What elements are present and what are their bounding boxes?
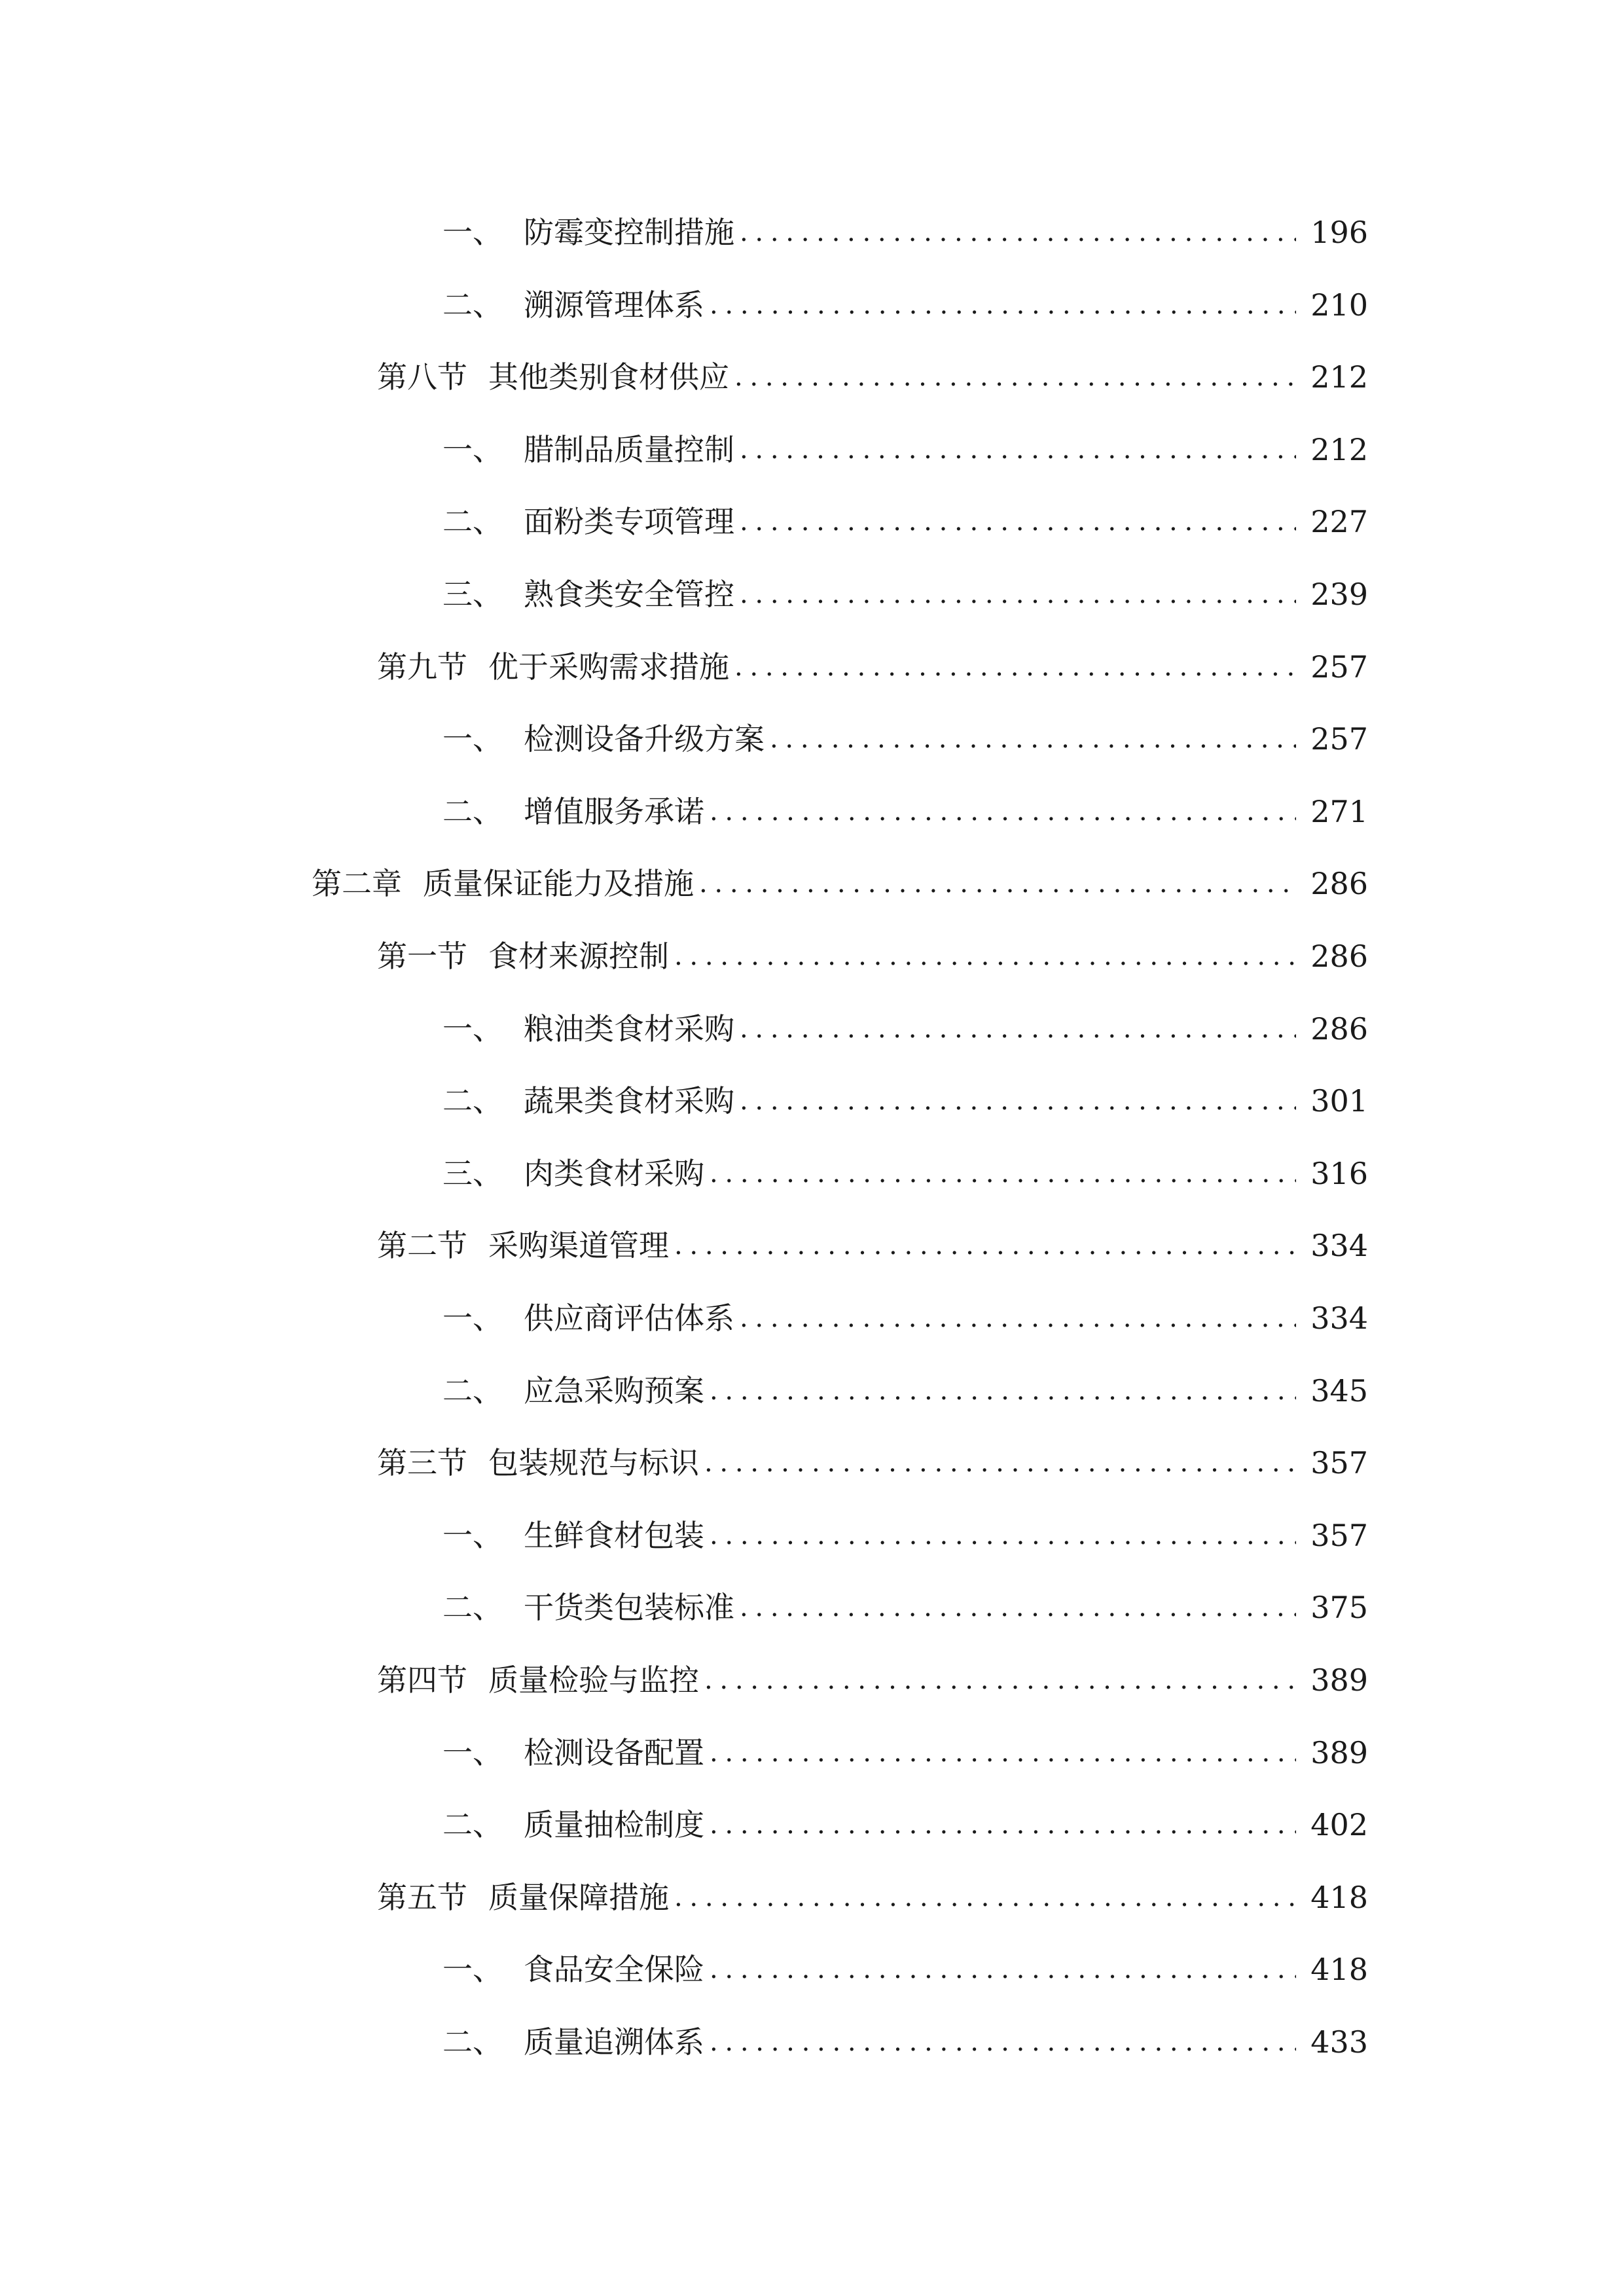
toc-dot-leader xyxy=(710,1717,1296,1789)
toc-entry[interactable] xyxy=(377,1210,1368,1282)
toc-entry-number: 第二章 xyxy=(312,866,402,902)
toc-dot-leader xyxy=(740,486,1296,558)
toc-entry-page-number: 286 xyxy=(1310,866,1368,902)
toc-entry-title: 检测设备配置 xyxy=(524,1734,704,1770)
toc-entry-page-number: 357 xyxy=(1310,1445,1368,1481)
toc-entry-number: 二、 xyxy=(442,1372,503,1408)
toc-entry-title: 熟食类安全管控 xyxy=(524,577,734,612)
toc-entry[interactable] xyxy=(442,1789,1368,1861)
toc-entry-page-number: 227 xyxy=(1310,504,1368,540)
toc-entry-number: 第三节 xyxy=(377,1445,467,1481)
toc-entry-title: 检测设备升级方案 xyxy=(524,721,765,757)
toc-entry-page-number: 357 xyxy=(1310,1517,1368,1553)
toc-entry-page-number: 271 xyxy=(1310,793,1368,829)
toc-entry-title: 质量抽检制度 xyxy=(524,1807,704,1843)
toc-entry-title: 溯源管理体系 xyxy=(524,287,704,323)
toc-dot-leader xyxy=(740,558,1296,630)
toc-entry-page-number: 212 xyxy=(1310,359,1368,395)
toc-entry-number: 一、 xyxy=(442,1011,503,1047)
toc-entry[interactable] xyxy=(442,2006,1368,2078)
toc-entry-title: 包装规范与标识 xyxy=(488,1445,699,1481)
toc-dot-leader xyxy=(710,1933,1296,2005)
toc-entry[interactable] xyxy=(442,414,1368,486)
toc-entry-title: 质量保证能力及措施 xyxy=(423,866,694,902)
toc-dot-leader xyxy=(740,1065,1296,1137)
toc-entry[interactable] xyxy=(442,1499,1368,1571)
toc-entry-title: 其他类别食材供应 xyxy=(488,359,729,395)
toc-entry-title: 质量追溯体系 xyxy=(524,2024,704,2060)
toc-entry[interactable] xyxy=(442,1933,1368,2005)
toc-dot-leader xyxy=(740,1282,1296,1354)
toc-entry-title: 增值服务承诺 xyxy=(524,793,704,829)
toc-entry-number: 三、 xyxy=(442,1155,503,1191)
toc-entry-number: 一、 xyxy=(442,1734,503,1770)
toc-entry-title: 应急采购预案 xyxy=(524,1372,704,1408)
toc-entry-page-number: 334 xyxy=(1310,1228,1368,1264)
toc-entry-title: 食材来源控制 xyxy=(488,939,669,974)
toc-entry-number: 二、 xyxy=(442,793,503,829)
toc-entry-page-number: 286 xyxy=(1310,939,1368,974)
toc-entry-page-number: 196 xyxy=(1310,215,1368,250)
toc-entry-title: 食品安全保险 xyxy=(524,1952,704,1988)
toc-entry[interactable] xyxy=(377,631,1368,703)
toc-entry-page-number: 334 xyxy=(1310,1300,1368,1336)
toc-entry-page-number: 316 xyxy=(1310,1155,1368,1191)
toc-entry[interactable] xyxy=(442,196,1368,268)
toc-entry[interactable] xyxy=(442,1571,1368,1643)
toc-entry-number: 第九节 xyxy=(377,649,467,685)
toc-entry-number: 一、 xyxy=(442,1300,503,1336)
toc-dot-leader xyxy=(674,920,1296,992)
toc-entry-number: 第一节 xyxy=(377,939,467,974)
toc-entry-page-number: 210 xyxy=(1310,287,1368,323)
toc-entry-number: 第二节 xyxy=(377,1228,467,1264)
toc-entry-page-number: 389 xyxy=(1310,1734,1368,1770)
toc-entry-title: 干货类包装标准 xyxy=(524,1590,734,1626)
toc-entry[interactable] xyxy=(377,1427,1368,1499)
toc-entry[interactable] xyxy=(442,1138,1368,1210)
toc-entry-title: 质量检验与监控 xyxy=(488,1662,699,1698)
toc-entry-number: 一、 xyxy=(442,721,503,757)
toc-entry-title: 质量保障措施 xyxy=(488,1879,669,1915)
toc-entry-number: 一、 xyxy=(442,1952,503,1988)
toc-dot-leader xyxy=(710,1355,1296,1427)
toc-entry-number: 二、 xyxy=(442,504,503,540)
toc-entry-number: 二、 xyxy=(442,1083,503,1119)
toc-dot-leader xyxy=(710,1499,1296,1571)
toc-entry[interactable] xyxy=(442,1717,1368,1789)
toc-entry-number: 二、 xyxy=(442,1807,503,1843)
toc-entry[interactable] xyxy=(377,920,1368,992)
toc-entry-number: 二、 xyxy=(442,2024,503,2060)
toc-dot-leader xyxy=(740,993,1296,1065)
toc-entry-number: 第八节 xyxy=(377,359,467,395)
toc-dot-leader xyxy=(710,269,1296,341)
toc-entry[interactable] xyxy=(377,1644,1368,1716)
toc-entry-page-number: 433 xyxy=(1310,2024,1368,2060)
toc-entry-title: 采购渠道管理 xyxy=(488,1228,669,1264)
toc-dot-leader xyxy=(710,1138,1296,1210)
toc-entry-title: 生鲜食材包装 xyxy=(524,1517,704,1553)
toc-entry-page-number: 301 xyxy=(1310,1083,1368,1119)
toc-entry[interactable] xyxy=(442,703,1368,775)
toc-entry[interactable] xyxy=(442,486,1368,558)
toc-dot-leader xyxy=(740,196,1296,268)
toc-entry[interactable] xyxy=(377,1861,1368,1933)
toc-entry-page-number: 212 xyxy=(1310,431,1368,467)
toc-entry-title: 优于采购需求措施 xyxy=(488,649,729,685)
toc-entry-title: 面粉类专项管理 xyxy=(524,504,734,540)
toc-entry-page-number: 239 xyxy=(1310,577,1368,612)
toc-entry-number: 第五节 xyxy=(377,1879,467,1915)
toc-entry-title: 肉类食材采购 xyxy=(524,1155,704,1191)
toc-dot-leader xyxy=(704,1644,1296,1716)
toc-dot-leader xyxy=(704,1427,1296,1499)
toc-dot-leader xyxy=(674,1210,1296,1282)
toc-entry-page-number: 257 xyxy=(1310,649,1368,685)
toc-entry-page-number: 345 xyxy=(1310,1372,1368,1408)
toc-entry-title: 蔬果类食材采购 xyxy=(524,1083,734,1119)
toc-dot-leader xyxy=(740,414,1296,486)
toc-entry-number: 第四节 xyxy=(377,1662,467,1698)
toc-entry-number: 二、 xyxy=(442,1590,503,1626)
toc-entry-title: 粮油类食材采购 xyxy=(524,1011,734,1047)
toc-entry-page-number: 418 xyxy=(1310,1952,1368,1988)
toc-entry-page-number: 257 xyxy=(1310,721,1368,757)
toc-entry[interactable] xyxy=(377,341,1368,413)
toc-dot-leader xyxy=(699,848,1296,920)
toc-entry[interactable] xyxy=(442,1282,1368,1354)
toc-entry-page-number: 375 xyxy=(1310,1590,1368,1626)
toc-entry-number: 二、 xyxy=(442,287,503,323)
toc-entry[interactable] xyxy=(312,848,1368,920)
toc-dot-leader xyxy=(734,341,1296,413)
toc-entry[interactable] xyxy=(442,993,1368,1065)
toc-entry-title: 腊制品质量控制 xyxy=(524,431,734,467)
toc-dot-leader xyxy=(674,1861,1296,1933)
toc-entry-number: 一、 xyxy=(442,1517,503,1553)
toc-dot-leader xyxy=(710,1789,1296,1861)
toc-entry-number: 一、 xyxy=(442,215,503,250)
toc-entry[interactable] xyxy=(442,269,1368,341)
toc-dot-leader xyxy=(770,703,1296,775)
toc-entry[interactable] xyxy=(442,1065,1368,1137)
toc-entry[interactable] xyxy=(442,776,1368,848)
toc-dot-leader xyxy=(734,631,1296,703)
toc-entry-number: 一、 xyxy=(442,431,503,467)
toc-entry[interactable] xyxy=(442,1355,1368,1427)
toc-entry-page-number: 286 xyxy=(1310,1011,1368,1047)
toc-entry-number: 三、 xyxy=(442,577,503,612)
toc-entry[interactable] xyxy=(442,558,1368,630)
toc-entry-title: 供应商评估体系 xyxy=(524,1300,734,1336)
toc-entry-page-number: 402 xyxy=(1310,1807,1368,1843)
toc-dot-leader xyxy=(740,1571,1296,1643)
toc-dot-leader xyxy=(710,776,1296,848)
toc-entry-title: 防霉变控制措施 xyxy=(524,215,734,250)
toc-entry-page-number: 389 xyxy=(1310,1662,1368,1698)
toc-entry-page-number: 418 xyxy=(1310,1879,1368,1915)
toc-dot-leader xyxy=(710,2006,1296,2078)
